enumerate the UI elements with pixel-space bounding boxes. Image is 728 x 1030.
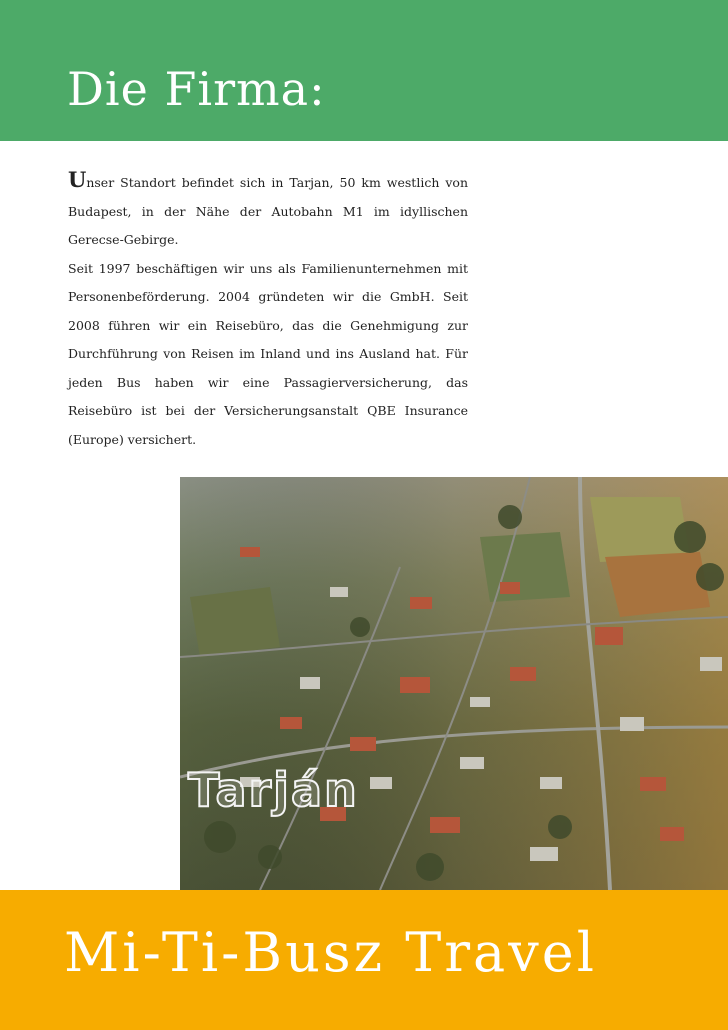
- dropcap: U: [68, 167, 87, 192]
- intro-paragraph-1-text: nser Standort befindet sich in Tarjan, 50 km westlich von Budapest, in der Nähe der Autobahn M1 im idyllischen Gerecse-Gebirge.: [68, 175, 468, 247]
- page-title: Die Firma:: [67, 62, 326, 116]
- photo-caption: Tarján: [188, 763, 359, 817]
- footer-band: [0, 890, 728, 1030]
- aerial-photo: [180, 477, 728, 890]
- intro-paragraph-1: [68, 166, 468, 255]
- brand-name: Mi-Ti-Busz Travel: [64, 921, 597, 984]
- intro-text: [68, 166, 468, 454]
- intro-paragraph-2: Seit 1997 beschäftigen wir uns als Familienunternehmen mit Personenbeförderung. 2004 gründeten wir die GmbH. Seit 2008 führen wir ein Reisebüro, das die Genehmigung zur Durchführung von Reisen im Inland und ins Ausland hat. Für jeden Bus haben wir eine Passagierversicherung, das Reisebüro ist bei der Versicherungsanstalt QBE Insurance (Europe) versichert.: [68, 260, 468, 447]
- header-band: [0, 0, 728, 141]
